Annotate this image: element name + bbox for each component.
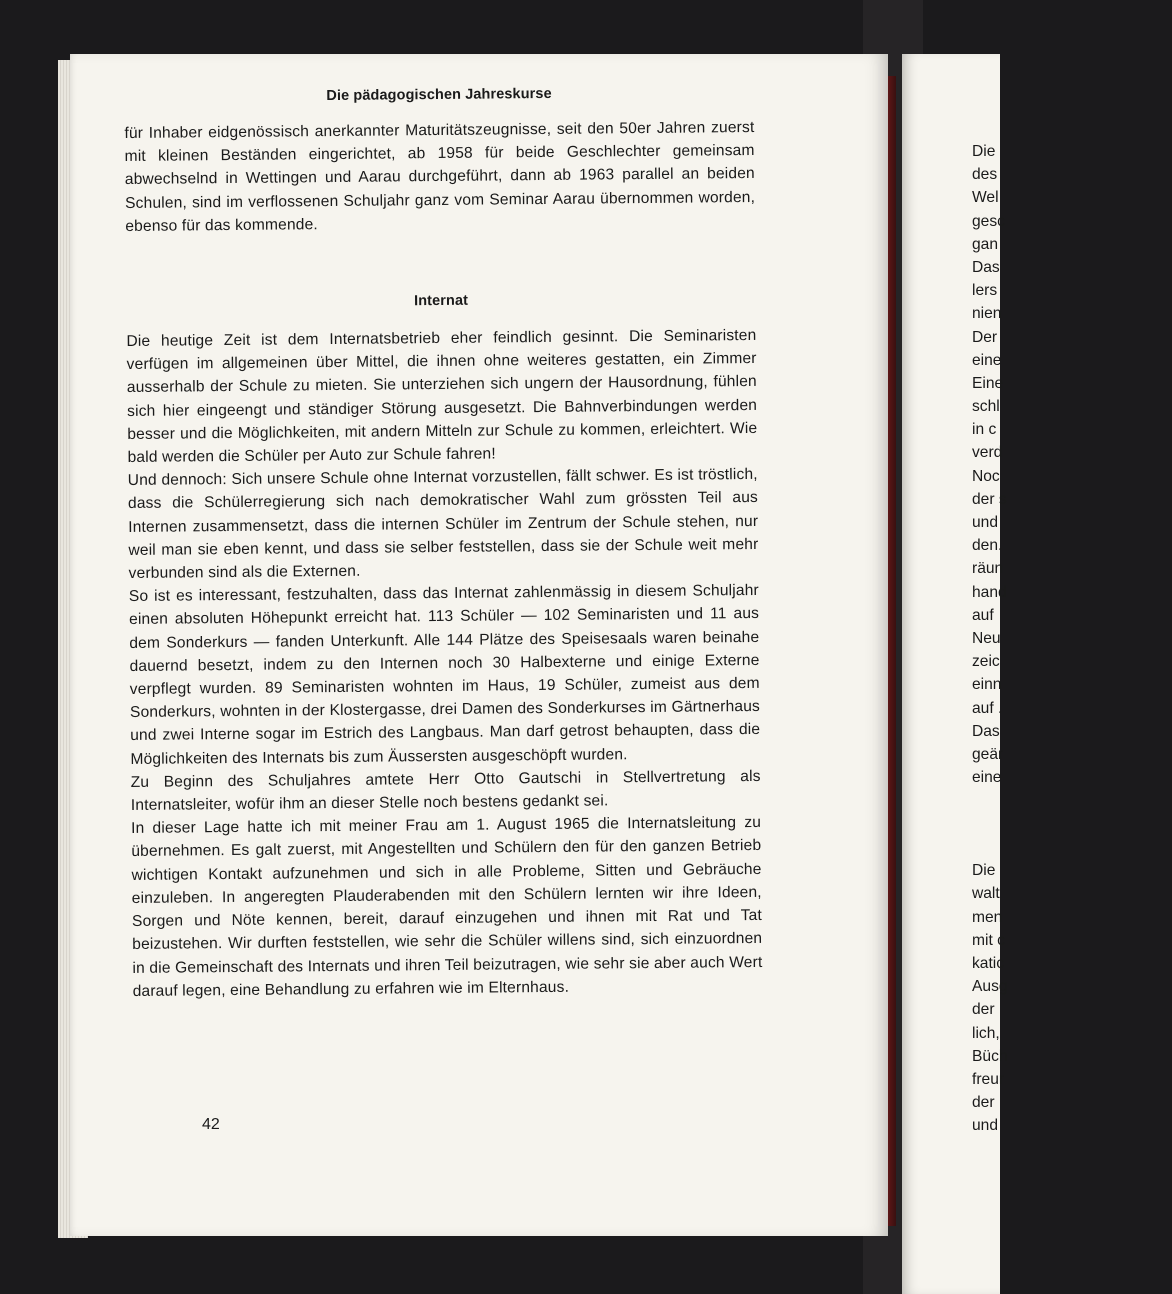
- text-line-fragment: gesc: [972, 212, 1005, 230]
- text-line-fragment: Noc: [972, 467, 1000, 485]
- text-line-fragment: der s: [972, 490, 1007, 508]
- text-line-fragment: und: [972, 514, 999, 531]
- text-line-fragment: walt: [972, 885, 1000, 903]
- text-line-fragment: einn: [972, 676, 1002, 694]
- text-line-fragment: gan: [972, 235, 999, 253]
- paragraph: Die heutige Zeit ist dem Internatsbetrieb eher feindlich gesinnt. Die Seminaristen verfügen im allgemeinen über Mittel, die ihnen ohne weiteres gestatten, ein Zimmer ausserhalb der Schule zu mieten. Sie unterziehen sich ungern der Hausordnung, fühlen sich hier eingeengt und ständiger Störung ausgesetzt. Die Bahnverbindungen werden besser und die Möglichkeiten, mit andern Mitteln zur Schule zu kommen, erleichtert. Wie bald werden die Schüler per Auto zur Schule fahren!: [126, 326, 758, 467]
- section-title-jahreskurse: Die pädagogischen Jahreskurse: [326, 85, 552, 105]
- text-line-fragment: auf: [972, 606, 994, 624]
- text-line-fragment: schl: [972, 398, 1000, 416]
- text-line-fragment: in c: [972, 421, 997, 439]
- text-line-fragment: eine: [972, 769, 1002, 787]
- right-page-text: [972, 140, 1172, 1138]
- text-line-fragment: hand: [972, 583, 1007, 601]
- text-line-fragment: men: [972, 908, 1003, 926]
- text-line-fragment: katic: [972, 955, 1005, 972]
- text-line-fragment: geär: [972, 745, 1004, 763]
- text-line-fragment: des: [972, 166, 998, 184]
- text-line-fragment: lers: [972, 282, 998, 300]
- text-line-fragment: Das: [972, 258, 1000, 276]
- paragraph-jahreskurse: für Inhaber eidgenössisch anerkannter Maturitätszeugnisse, seit den 50er Jahren zuerst mit kleinen Beständen eingerichtet, ab 1958 für beide Geschlechter gemeinsam abwechselnd in Wettingen und Aarau durchgeführt, dann ab 1963 parallel an beiden Schulen, sind im verflossenen Schuljahr ganz vom Seminar Aarau übernommen worden, ebenso für das kommende.: [124, 118, 756, 235]
- text-line-fragment: räun: [972, 560, 1004, 578]
- right-page: [902, 54, 1008, 1294]
- text-line-fragment: auf .: [972, 699, 1003, 717]
- text-line-fragment: Der: [972, 328, 998, 346]
- text-line-fragment: zeic: [972, 653, 1000, 671]
- text-line-fragment: lich,: [972, 1024, 1000, 1042]
- paragraph: Und dennoch: Sich unsere Schule ohne Internat vorzustellen, fällt schwer. Es ist tröstlich, dass die Schülerregierung sich nach demokratischer Wahl zum grössten Teil aus Internen zusammensetzt, dass die internen Schüler im Zentrum der Schule stehen, nur weil man sie eben kennt, und dass sie selber feststellen, dass sie der Schule weit mehr verbunden sind als die Externen.: [127, 466, 759, 583]
- text-line-fragment: Das: [972, 722, 1000, 740]
- paragraph: Zu Beginn des Schuljahres amtete Herr Otto Gautschi in Stellvertretung als Internatsleiter, wofür ihm an dieser Stelle noch bestens gedankt sei.: [130, 767, 761, 815]
- text-line-fragment: der: [972, 1094, 995, 1112]
- text-line-fragment: Wel: [972, 189, 999, 207]
- text-line-fragment: Eine: [972, 374, 1004, 392]
- text-line-fragment: der: [972, 1001, 995, 1019]
- text-line-fragment: und: [972, 1117, 999, 1135]
- section-title-internat: Internat: [413, 292, 469, 310]
- text-line-fragment: Die: [972, 862, 996, 880]
- text-line-fragment: eine: [972, 351, 1002, 369]
- paragraph: In dieser Lage hatte ich mit meiner Frau am 1. August 1965 die Internatsleitung zu übernehmen. Es galt zuerst, mit Angestellten und Schülern den für den ganzen Betrieb wichtigen Kontakt aufzunehmen und sich in alle Probleme, Sitten und Gebräuche einzuleben. In angeregten Plauderabenden mit den Schülern lernten wir ihre Ideen, Sorgen und Nöte kennen, bereit, darauf einzugehen und ihnen mit Rat und Tat beizustehen. Wir durften feststellen, wie sehr die Schüler willens sind, sich einzuordnen in die Gemeinschaft des Internats und ihren Teil beizutragen, wie sehr sie aber auch Wert darauf legen, eine Behandlung zu erfahren wie im Elternhaus.: [131, 814, 763, 1000]
- paragraph: So ist es interessant, festzuhalten, dass das Internat zahlenmässig in diesem Schuljahr einen absoluten Höhepunkt erreicht hat. 113 Schüler — 102 Seminaristen und 11 aus dem Sonderkurs — fanden Unterkunft. Alle 144 Plätze des Speisesaals waren beinahe dauernd besetzt, indem zu den Internen noch 30 Halbexterne und einige Externe verpflegt wurden. 89 Seminaristen wohnten im Haus, 19 Schüler, zumeist aus dem Sonderkurs, wohnten in der Klostergasse, drei Damen des Sonderkurses im Gärtnerhaus und zwei Interne sogar im Estrich des Langbaus. Man darf getrost behaupten, dass die Möglichkeiten des Internats bis zum Äussersten ausgeschöpft wurden.: [128, 582, 761, 768]
- text-line-fragment: nien: [972, 305, 1002, 323]
- text-line-fragment: Büch: [972, 1047, 1008, 1065]
- page-number: 42: [202, 1116, 220, 1133]
- text-line-fragment: den.: [972, 537, 1003, 555]
- text-line-fragment: Neu: [972, 629, 1001, 647]
- text-line-fragment: mit c: [972, 931, 1005, 949]
- text-line-fragment: Die: [972, 143, 996, 160]
- left-page-content: [124, 84, 763, 1003]
- text-line-fragment: freur: [972, 1070, 1005, 1088]
- section-gap: [972, 789, 1172, 859]
- text-line-fragment: verd: [972, 444, 1003, 462]
- text-line-fragment: Ausg: [972, 978, 1008, 996]
